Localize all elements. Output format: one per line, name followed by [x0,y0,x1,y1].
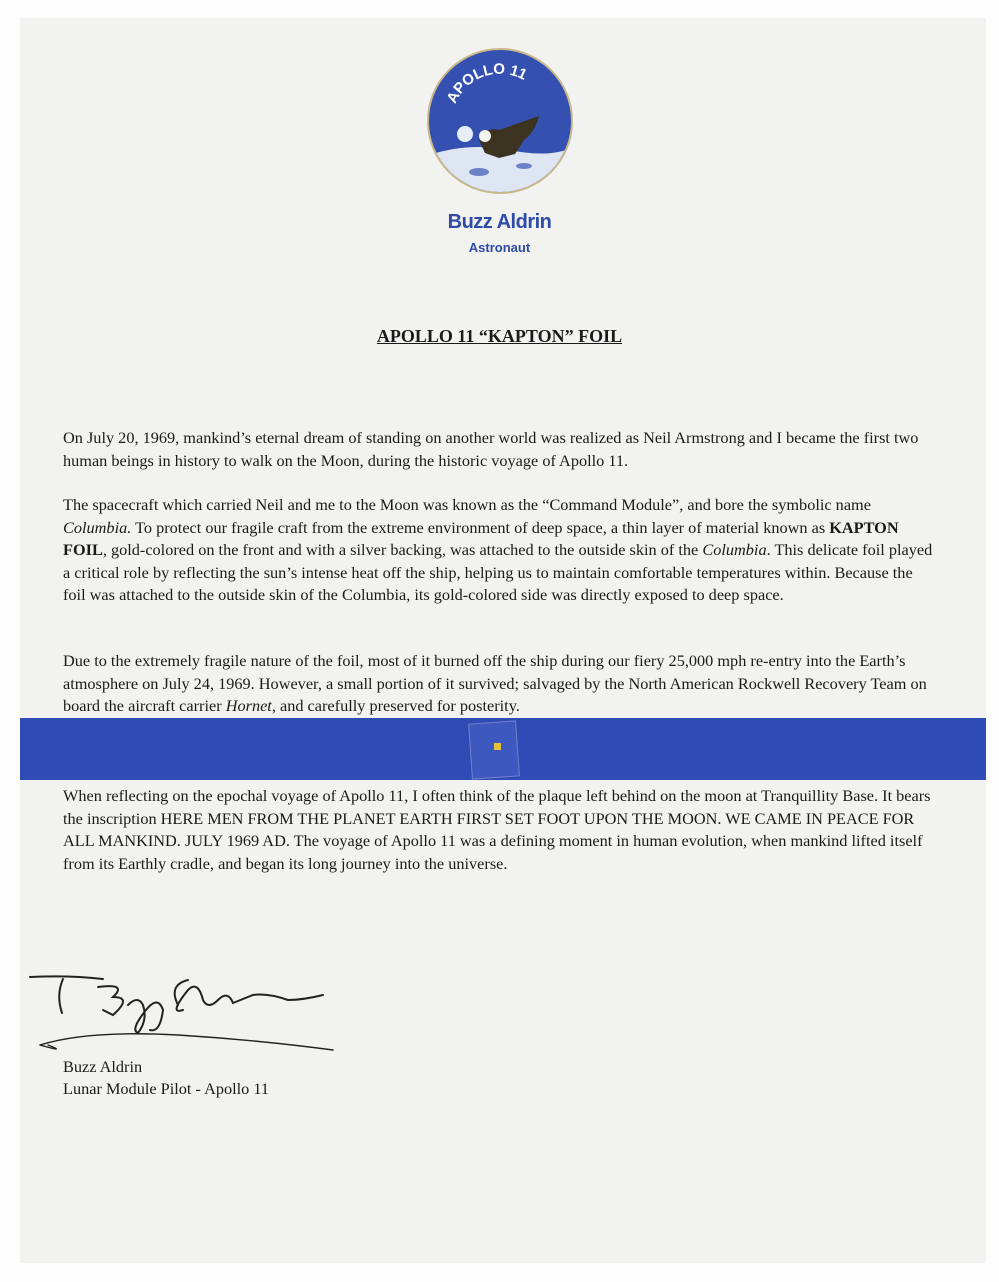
bold-text: KAPTON FOIL [63,517,899,559]
kapton-foil-sample [494,743,501,750]
text: . This delicate foil played a critical role by reflecting the sun’s intense heat off the ship, helping us to maintain comfortable temperatures within. Because the foil was attached to the outside skin of the Columbia, its gold-colored side was directly exposed to deep space. [63,540,933,604]
paragraph-1 [63,427,935,472]
italic-text: Columbia [702,540,767,559]
text: To protect our fragile craft from the extreme environment of deep space, a thin layer of material known as [131,517,830,537]
letterhead-name: Buzz Aldrin [447,211,552,233]
text: , gold-colored on the front and with a silver backing, was attached to the outside skin of the [102,540,703,559]
signatory-name: Buzz Aldrin [63,1057,143,1076]
text: , and carefully preserved for posterity. [271,696,520,715]
document-title: APOLLO 11 “KAPTON” FOIL [376,326,623,346]
patch-text: APOLLO 11 [443,60,530,107]
text: On July 20, 1969, mankind’s eternal dream of standing on another world was realized as Neil Armstrong and I became the first two human beings in history to walk on the Moon, during the historic voyage of Apollo 11. [63,428,919,470]
apollo-11-patch-logo [427,48,573,194]
letterhead-role: Astronaut [468,240,531,255]
signatory-title: Lunar Module Pilot - Apollo 11 [63,1079,270,1098]
italic-text: Hornet [225,696,272,715]
paragraph-3 [63,650,935,718]
text: The spacecraft which carried Neil and me to the Moon was known as the “Command Module”, and bore the symbolic name [63,495,871,514]
text: When reflecting on the epochal voyage of Apollo 11, I often think of the plaque left behind on the moon at Tranquillity Base. It bears the inscription HERE MEN FROM THE PLANET EARTH FIRST SET FOOT UPON THE MOON. WE CAME IN PEACE FOR ALL MANKIND. JULY 1969 AD. The voyage of Apollo 11 was a defining moment in human evolution, when mankind lifted itself from its Earthly cradle, and began its long journey into the universe. [63,786,931,873]
foil-display-sleeve [468,720,520,779]
paragraph-4 [63,785,935,875]
handwritten-signature [28,965,348,1060]
svg-text:APOLLO 11 [443,61,529,106]
text: Due to the extremely fragile nature of the foil, most of it burned off the ship during our fiery 25,000 mph re-entry into the Earth’s atmosphere on July 24, 1969. However, a small portion of it survived; salvaged by the North American Rockwell Recovery Team on board the aircraft carrier [63,651,927,715]
paragraph-2 [63,494,935,607]
signatory-block [63,1056,269,1100]
italic-text: Columbia. [63,517,132,537]
